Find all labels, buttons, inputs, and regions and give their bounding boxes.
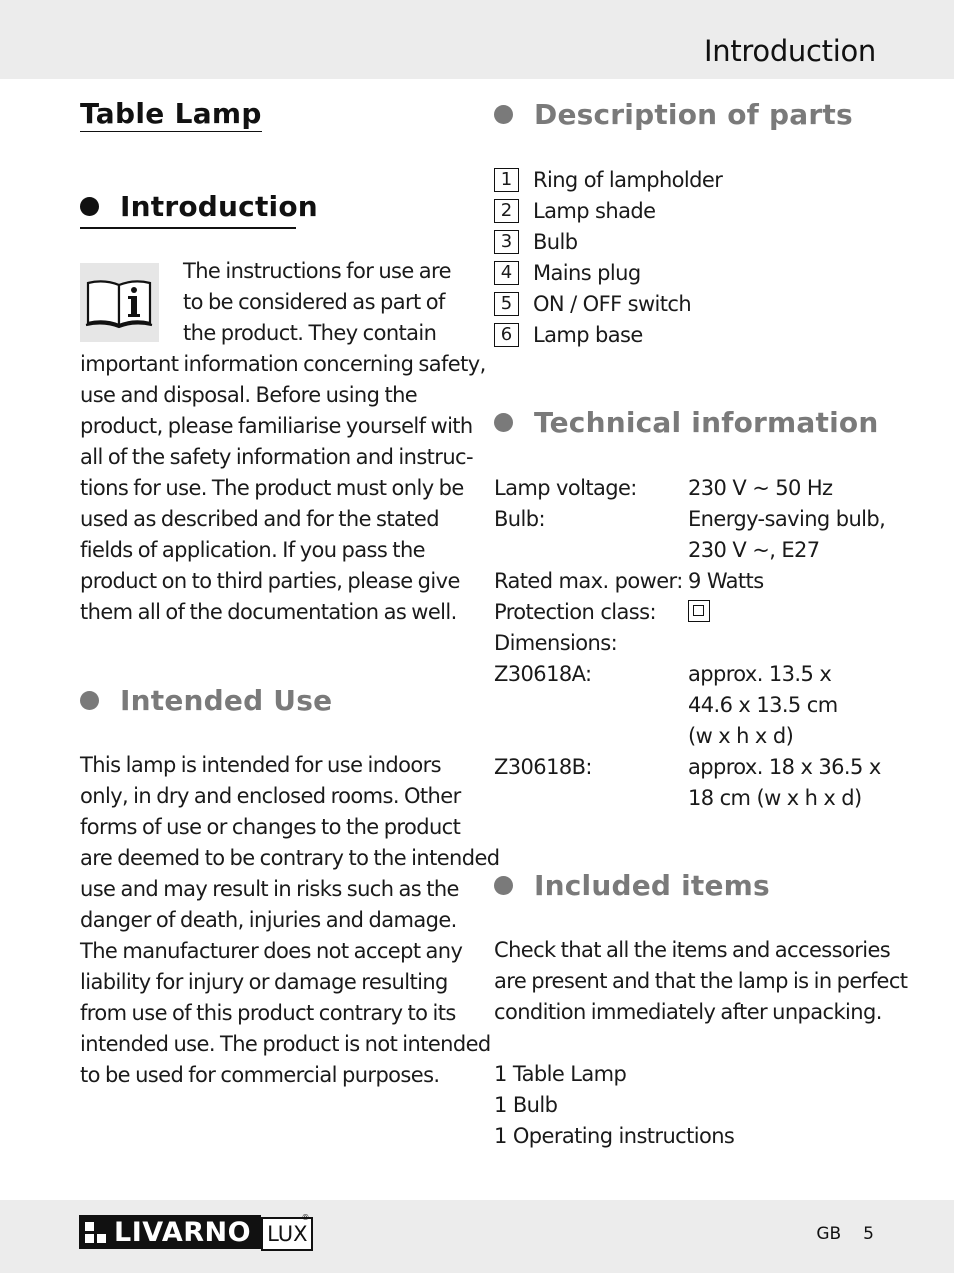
page-number: 5 bbox=[863, 1224, 874, 1244]
part-number-box: 2 bbox=[494, 199, 519, 223]
protection-class-2-icon bbox=[688, 600, 710, 622]
text-line: danger of death, injuries and damage. bbox=[80, 908, 457, 932]
spec-key: Lamp voltage: bbox=[494, 476, 637, 500]
language-code: GB bbox=[816, 1224, 842, 1244]
spec-key bbox=[494, 535, 688, 566]
logo-main bbox=[79, 1215, 261, 1249]
spec-row bbox=[494, 628, 889, 659]
text-line: The manufacturer does not accept any bbox=[80, 939, 463, 963]
text-line: use and disposal. Before using the bbox=[80, 383, 418, 407]
spec-row bbox=[494, 473, 889, 504]
text-line: all of the safety information and instruc- bbox=[80, 445, 473, 469]
part-label: Ring of lampholder bbox=[533, 167, 723, 192]
part-item bbox=[494, 319, 722, 350]
spec-value bbox=[688, 628, 889, 659]
spec-value: 230 V ~, E27 bbox=[688, 538, 820, 562]
part-item bbox=[494, 164, 722, 195]
footer-page-info bbox=[794, 1224, 874, 1244]
part-number-box: 3 bbox=[494, 230, 519, 254]
part-label: Lamp base bbox=[533, 322, 643, 347]
text-line: liability for injury or damage resulting bbox=[80, 970, 448, 994]
text-line: them all of the documentation as well. bbox=[80, 600, 457, 624]
list-item: 1 Table Lamp bbox=[494, 1062, 627, 1086]
info-book-icon bbox=[80, 263, 159, 342]
bullet-icon bbox=[80, 691, 99, 710]
section-heading-text: Included items bbox=[534, 869, 770, 902]
part-label: ON / OFF switch bbox=[533, 291, 692, 316]
spec-value: approx. 13.5 x bbox=[688, 662, 832, 686]
section-heading-included-items bbox=[494, 869, 770, 902]
text-line: are present and that the lamp is in perfect bbox=[494, 969, 908, 993]
section-heading-text: Technical information bbox=[534, 406, 879, 439]
part-label: Bulb bbox=[533, 229, 578, 254]
spec-value: 44.6 x 13.5 cm bbox=[688, 693, 838, 717]
text-line: The instructions for use are bbox=[183, 259, 451, 283]
logo-brand-text: LIVARNO bbox=[114, 1216, 252, 1248]
text-line: to be considered as part of bbox=[183, 290, 445, 314]
bullet-icon bbox=[494, 105, 513, 124]
text-line: the product. They contain bbox=[183, 321, 437, 345]
logo-sub-text: LUX bbox=[267, 1222, 308, 1246]
spec-key bbox=[494, 783, 688, 814]
part-number-box: 6 bbox=[494, 323, 519, 347]
text-line: tions for use. The product must only be bbox=[80, 476, 464, 500]
part-item bbox=[494, 226, 722, 257]
technical-specs-table bbox=[494, 473, 889, 814]
spec-row bbox=[494, 535, 889, 566]
spec-row bbox=[494, 752, 889, 783]
heading-underline bbox=[80, 227, 296, 229]
document-title: Table Lamp bbox=[80, 97, 262, 130]
spec-row bbox=[494, 783, 889, 814]
spec-key: Dimensions: bbox=[494, 631, 618, 655]
text-line: to be used for commercial purposes. bbox=[80, 1063, 440, 1087]
included-items-list bbox=[494, 1059, 734, 1152]
section-heading-introduction bbox=[80, 190, 318, 223]
text-line: only, in dry and enclosed rooms. Other bbox=[80, 784, 461, 808]
text-line: important information concerning safety, bbox=[80, 352, 486, 376]
section-heading-text: Introduction bbox=[120, 190, 318, 223]
section-heading-text: Intended Use bbox=[120, 684, 333, 717]
logo-lux bbox=[261, 1213, 313, 1251]
spec-value: (w x h x d) bbox=[688, 724, 794, 748]
spec-value: 230 V ~ 50 Hz bbox=[688, 476, 833, 500]
spec-value bbox=[688, 597, 889, 628]
spec-key: Protection class: bbox=[494, 600, 656, 624]
section-heading-intended-use bbox=[80, 684, 332, 717]
part-label: Mains plug bbox=[533, 260, 641, 285]
text-line: from use of this product contrary to its bbox=[80, 1001, 456, 1025]
spec-value: 9 Watts bbox=[688, 569, 764, 593]
text-line: product, please familiarise yourself with bbox=[80, 414, 473, 438]
spec-row bbox=[494, 721, 889, 752]
spec-row bbox=[494, 690, 889, 721]
text-line: intended use. The product is not intended bbox=[80, 1032, 491, 1056]
part-label: Lamp shade bbox=[533, 198, 656, 223]
text-line: product on to third parties, please give bbox=[80, 569, 460, 593]
part-item bbox=[494, 195, 722, 226]
bullet-icon bbox=[80, 197, 99, 216]
part-number-box: 4 bbox=[494, 261, 519, 285]
spec-value: Energy-saving bulb, bbox=[688, 507, 886, 531]
brand-logo bbox=[79, 1215, 313, 1249]
text-line: use and may result in risks such as the bbox=[80, 877, 459, 901]
spec-value: 18 cm (w x h x d) bbox=[688, 786, 862, 810]
text-line: Check that all the items and accessories bbox=[494, 938, 891, 962]
spec-key bbox=[494, 721, 688, 752]
section-heading-text: Description of parts bbox=[534, 98, 853, 131]
bullet-icon bbox=[494, 413, 513, 432]
section-heading-technical-information bbox=[494, 406, 878, 439]
part-number-box: 5 bbox=[494, 292, 519, 316]
text-line: This lamp is intended for use indoors bbox=[80, 753, 442, 777]
part-item bbox=[494, 257, 722, 288]
spec-key: Z30618B: bbox=[494, 755, 592, 779]
part-number-box: 1 bbox=[494, 168, 519, 192]
intended-use-body bbox=[80, 750, 500, 1091]
logo-registered-mark: ® bbox=[301, 1213, 310, 1222]
text-line: are deemed to be contrary to the intended bbox=[80, 846, 500, 870]
text-line: forms of use or changes to the product bbox=[80, 815, 461, 839]
parts-list bbox=[494, 164, 722, 350]
spec-key: Bulb: bbox=[494, 507, 545, 531]
logo-squares-icon bbox=[85, 1222, 106, 1243]
spec-row bbox=[494, 566, 889, 597]
spec-row bbox=[494, 659, 889, 690]
part-item bbox=[494, 288, 722, 319]
spec-row bbox=[494, 597, 889, 628]
running-header-title: Introduction bbox=[703, 34, 876, 68]
list-item: 1 Operating instructions bbox=[494, 1124, 735, 1148]
text-line: fields of application. If you pass the bbox=[80, 538, 425, 562]
list-item: 1 Bulb bbox=[494, 1093, 558, 1117]
spec-value: approx. 18 x 36.5 x bbox=[688, 755, 881, 779]
spec-row bbox=[494, 504, 889, 535]
spec-key: Rated max. power: bbox=[494, 569, 683, 593]
text-line: condition immediately after unpacking. bbox=[494, 1000, 882, 1024]
spec-key bbox=[494, 690, 688, 721]
text-line: used as described and for the stated bbox=[80, 507, 439, 531]
bullet-icon bbox=[494, 876, 513, 895]
section-heading-description-of-parts bbox=[494, 98, 853, 131]
included-items-body bbox=[494, 935, 907, 1028]
spec-key: Z30618A: bbox=[494, 662, 592, 686]
